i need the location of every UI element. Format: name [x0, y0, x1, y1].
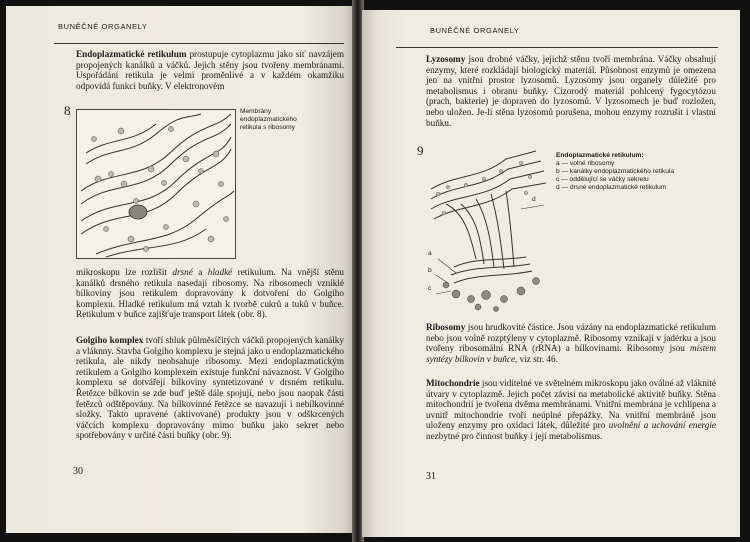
figure-9-label-b: b	[428, 267, 432, 274]
term-lysosomes: Lyzosomy	[426, 54, 466, 64]
figure-8-caption: Membrány endoplazmatického retikula s ribosomy	[240, 108, 297, 131]
right-page-number: 31	[426, 471, 436, 482]
term-er: Endoplazmatické retikulum	[76, 49, 187, 59]
term-mitochondria: Mitochondrie	[426, 378, 480, 388]
figure-9-label-d: d	[532, 196, 536, 203]
left-paragraph-er-continued: mikroskopu lze rozlišit drsné a hladké retikulum. Na vnější stěnu kanálků drsného retikula nasedají ribosomy. Na ribosomech vzniklé bílkoviny jsou retikulem dopravovány k dotvoření do Golgiho komplexu. Hladké retikulum má vztah k tvorbě cukrů a tuků v buňce. Retikulum v buňce zajišťuje transport látek (obr. 8).	[76, 267, 344, 320]
figure-8-er-illustration	[76, 109, 236, 259]
right-paragraph-mitochondria: Mitochondrie jsou viditelné ve světelném mikroskopu jako oválné až vláknité útvary v cytoplazmě. Jejich počet závisí na metabolické aktivitě buňky. Stěna mitochondrií je tvořena dvěma membránami. Vnitřní membrána je vchlípena a uvnitř mitochondrie tvoří neúplné přepážky. Na vnitřní membráně jsou uloženy enzymy pro oxidaci látek, důležité pro uvolnění a uchování energie nezbytné pro činnost buňky i její metabolismus.	[426, 378, 716, 441]
figure-9-caption	[556, 152, 726, 192]
left-paragraph-er: Endoplazmatické retikulum prostupuje cytoplazmu jako síť navzájem propojených kanálků a váčků. Jejich stěny jsou tvořeny membránami. Uspořádání retikula je velmi proměnlivé a v každém okamžiku odpovídá funkci buňky. V elektronovém	[76, 49, 344, 91]
figure-9-er-golgi-illustration	[426, 149, 552, 314]
figure-9-legend-a: a — volné ribosomy	[556, 160, 615, 167]
right-page-header: BUNĚČNÉ ORGANELY	[430, 26, 520, 35]
right-header-rule	[396, 47, 718, 48]
figure-9-legend-b: b — kanálky endoplazmatického retikula	[556, 168, 675, 175]
figure-9-caption-title: Endoplazmatické retikulum:	[556, 152, 644, 159]
left-page	[6, 6, 354, 533]
left-paragraph-golgi: Golgiho komplex tvoří shluk půlměsíčitých váčků propojených kanálky a vláknny. Stavba Golgiho komplexu je stejná jako u endoplazmatického retikula, ale nikdy neobsahuje ribosomy. Mezi endoplazmatickým retikulem a Golgiho komplexem existuje funkční návaznost. V Golgiho komplexu se dotvářejí bílkoviny syntetizované v drsném retikulu. Řetězce bílkovin se zde buď ještě dále spojují, nebo jsou naopak části řetězců odštěpovány. Na bílkovinné řetězce se navazují i nebílkovinné složky. Takto upravené (aktivované) produkty jsou v odškrcených váčcích komplexu dopravovány mimo buňku jako sekret nebo spotřebovány v určité části buňky (obr. 9).	[76, 335, 344, 441]
left-page-number: 30	[73, 466, 83, 477]
right-page	[362, 10, 740, 537]
left-page-header: BUNĚČNÉ ORGANELY	[58, 22, 148, 31]
figure-9-label-c: c	[428, 285, 432, 292]
figure-9-legend-d: d — drsné endoplazmatické retikulum	[556, 184, 667, 191]
term-golgi: Golgiho komplex	[76, 335, 144, 345]
term-ribosomes: Ribosomy	[426, 322, 466, 332]
figure-9-label-a: a	[428, 250, 432, 257]
right-paragraph-ribosomes: Ribosomy jsou hrudkovité částice. Jsou vázány na endoplazmatické retikulum nebo jsou volně rozptýleny v cytoplazmě. Ribosomy vznikají v jadérku a jsou tvořeny ribosomální RNA (rRNA) a bílkovinami. Ribosomy jsou místem syntézy bílkovin v buňce, viz str. 46.	[426, 322, 716, 364]
figure-9-number: 9	[417, 143, 424, 158]
right-paragraph-lysosomes: Lyzosomy jsou drobné váčky, jejichž stěnu tvoří membrána. Váčky obsahují enzymy, které rozkládají biologický materiál. Působnost enzymů je omezena jen na vnitřní prostor lyzosomů. Lyzosomy jsou organely důležité pro metabolismus i obranu buňky. Cizorodý materiál pohlcený fygocytózou (prach, bakterie) je dopraven do lyzosomů. V lyzosomech je buď rozložen, nebo uložen. Je-li stěna lyzosomů porušena, mohou enzymy rozrušit i vlastní buňku.	[426, 54, 716, 128]
figure-8-number: 8	[64, 103, 71, 118]
figure-9-legend-c: c — oddělující se váčky sekretu	[556, 176, 649, 183]
left-header-rule	[54, 43, 344, 44]
